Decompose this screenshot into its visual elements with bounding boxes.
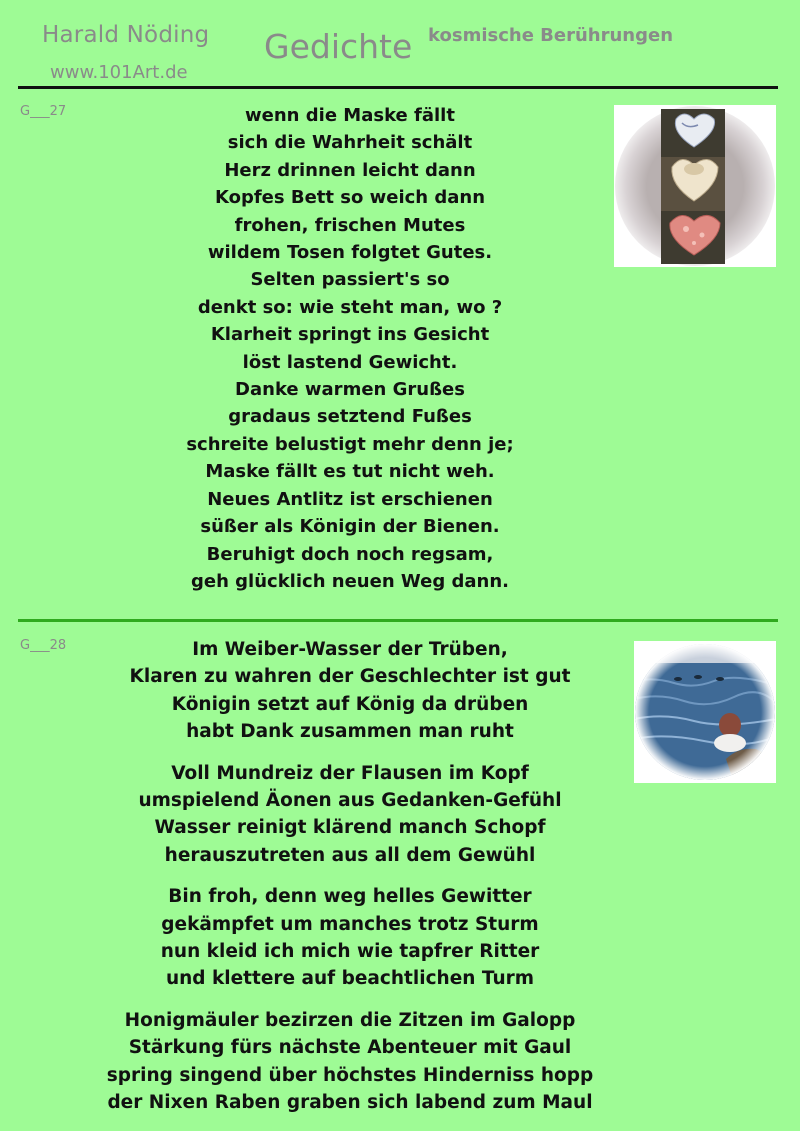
poem-line: spring singend über höchstes Hinderniss hopp [106,1064,594,1086]
poem-line: denkt so: wie steht man, wo ? [197,296,503,318]
poem-stanza [60,636,640,746]
poem-line: Danke warmen Grußes [235,379,465,401]
poem-line: der Nixen Raben graben sich labend zum Maul [107,1092,593,1114]
poem-line: Klaren zu wahren der Geschlechter ist gut [129,666,571,688]
poem-line: wenn die Maske fällt [245,105,455,126]
poem-line: Maske fällt es tut nicht weh. [205,461,495,483]
poem-line: gradaus setztend Fußes [228,406,472,428]
poem-line: sich die Wahrheit schält [227,132,473,154]
poem-line: Klarheit springt ins Gesicht [210,324,490,346]
poem-line: Im Weiber-Wasser der Trüben, [192,639,508,660]
poem-line: süßer als Königin der Bienen. [200,516,500,538]
poem-line: habt Dank zusammen man ruht [186,721,514,743]
poem-line: Bin froh, denn weg helles Gewitter [168,886,532,908]
poem-27-text [80,102,620,595]
poem-stanza [60,883,640,993]
poem-stanza [60,1007,640,1117]
poem-line: Voll Mundreiz der Flausen im Kopf [171,762,529,784]
poem-id: G___27 [20,104,67,119]
poem-line: und klettere auf beachtlichen Turm [165,968,535,990]
sea-swimmers-image[interactable] [634,641,776,783]
poem-id: G___28 [20,638,67,653]
poem-line: gekämpfet um manches trotz Sturm [161,913,539,935]
poem-line: Kopfes Bett so weich dann [214,187,486,209]
poem-line: Stärkung fürs nächste Abenteuer mit Gaul [128,1037,572,1059]
poem-line: Wasser reinigt klärend manch Schopf [154,817,546,839]
page-subtitle: kosmische Berührungen [428,25,674,46]
page-title: Gedichte [264,27,413,66]
poem-line: Herz drinnen leicht dann [224,159,476,181]
poem-line: geh glücklich neuen Weg dann. [191,570,509,592]
poem-line: Selten passiert's so [250,269,450,291]
poem-line: nun kleid ich mich wie tapfrer Ritter [160,941,540,963]
poem-line: wildem Tosen folgtet Gutes. [207,242,493,264]
poem-line: Beruhigt doch noch regsam, [206,543,494,565]
poem-line: löst lastend Gewicht. [242,351,458,373]
poem-stanza [60,760,640,870]
website-link[interactable]: www.101Art.de [50,62,188,83]
poem-line: frohen, frischen Mutes [234,214,466,236]
poem-line: Honigmäuler bezirzen die Zitzen im Galopp [124,1009,576,1031]
poem-divider [18,619,778,622]
header-divider [18,86,778,89]
poem-line: umspielend Äonen aus Gedanken-Gefühl [138,790,562,812]
heart-stones-image[interactable] [614,105,776,267]
poem-line: Neues Antlitz ist erschienen [207,488,493,510]
poem-line: herauszutreten aus all dem Gewühl [164,844,536,866]
poem-line: schreite belustigt mehr denn je; [186,433,514,455]
poem-line: Königin setzt auf König da drüben [171,693,529,715]
poem-28-text [60,636,640,1131]
author-name: Harald Nöding [42,22,210,48]
